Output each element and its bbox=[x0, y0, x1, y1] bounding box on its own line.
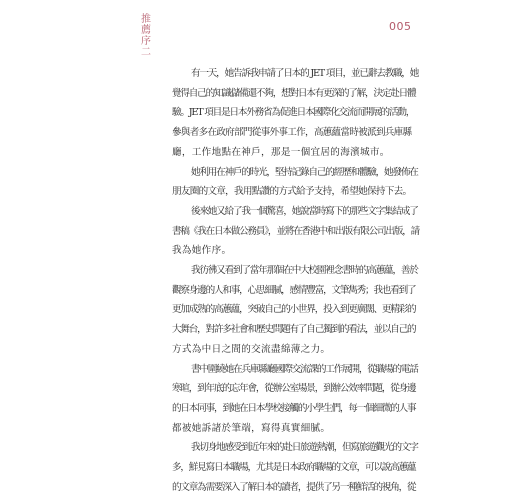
text-line: 參與者多在政府部門從事外事工作，高蕙蘊當時被派到兵庫縣 bbox=[172, 127, 412, 139]
side-label-char: 薦 bbox=[141, 25, 151, 36]
text-line: 驗。JET 項目是日本外務省為促進日本國際化交流而開展的活動， bbox=[172, 107, 415, 119]
text-line: 書稿《我在日本做公務員》，並將在香港中和出版有限公司出版，請 bbox=[172, 225, 420, 237]
text-line: 她利用在神戶的時光，堅持記錄自己的經歷和體驗，她發佈在 bbox=[191, 166, 418, 178]
text-line: 都被她訴諸於筆端，寫得真實細膩。 bbox=[172, 422, 331, 434]
running-header-chapter-title bbox=[140, 14, 152, 58]
text-line: 的日本同事，到她在日本學校接觸的小學生們，每一個細微的人事 bbox=[172, 402, 416, 414]
text-line: 的文章為需要深入了解日本的讀者，提供了另一種鮮活的視角，從 bbox=[172, 481, 416, 493]
text-line: 寒暄，到年底的忘年會，從辦公室場景，到辦公效率問題，從身邊 bbox=[172, 383, 416, 395]
side-label-char: 序 bbox=[141, 36, 151, 47]
page-number: 005 bbox=[389, 20, 412, 33]
text-line: 我切身地感受到近年來的赴日旅遊熱潮，但寫旅遊觀光的文字 bbox=[191, 442, 418, 454]
text-line: 我為她作序。 bbox=[172, 245, 232, 257]
text-line: 廳，工作地點在神戶，那是一個宜居的海濱城市。 bbox=[172, 146, 390, 158]
text-line: 後來她又給了我一個驚喜，她說當時寫下的那些文字集結成了 bbox=[191, 205, 418, 217]
text-line: 方式為中日之間的交流盡綿薄之力。 bbox=[172, 343, 331, 355]
text-line: 有一天，她告訴我申請了日本的 JET 項目，並已辭去教職，她 bbox=[191, 68, 419, 79]
text-line: 朋友圈的文章，我用點讚的方式給予支持，希望她保持下去。 bbox=[172, 186, 412, 198]
text-line: 大舞台，對許多社會和歷史問題有了自己獨到的看法，並以自己的 bbox=[172, 324, 416, 336]
text-line: 更加成熟的高蕙蘊，突破自己的小世界，投入到更廣闊、更精彩的 bbox=[172, 304, 416, 316]
text-line: 書中圍繞她在兵庫縣廳國際交流課的工作展開，從職場的電話 bbox=[191, 363, 418, 375]
side-label-char: 二 bbox=[141, 47, 151, 58]
text-line: 觀察身邊的人和事，心思細膩，感情豐富，文筆雋秀；我也看到了 bbox=[172, 284, 416, 296]
text-line: 覺得自己的知識儲備還不夠，想對日本有更深的了解，決定赴日體 bbox=[172, 87, 416, 99]
body-text bbox=[172, 64, 420, 497]
text-line: 我彷彿又看到了當年那個在中大校園裡念書時的高蕙蘊，善於 bbox=[191, 265, 418, 277]
text-line: 多，鮮見寫日本職場，尤其是日本政府職場的文章，可以說高蕙蘊 bbox=[172, 462, 416, 474]
side-label-char: 推 bbox=[141, 14, 151, 25]
